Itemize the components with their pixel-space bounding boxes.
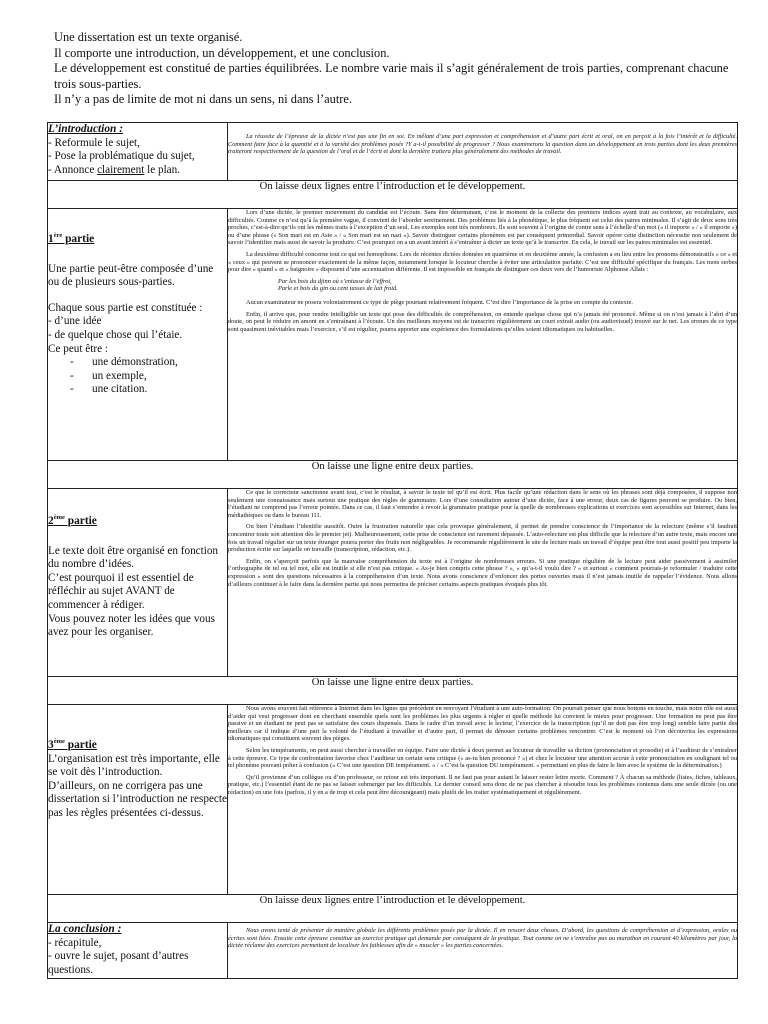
separator-text: On laisse une ligne entre deux parties. xyxy=(311,677,474,688)
part3-desc: L’organisation est très importante, elle se voit dès l’introduction. xyxy=(48,752,220,779)
part3-paragraph: Qu’il provienne d’un collègue ou d’un professeur, ce retour est très important. Il ne faut pas pour autant le laisser rester lettre morte. Comment ? À chacun sa méthode (listes, fiches, tableaux, pratique, etc.) l’essentiel étant de ne pas se laisser submerger par les difficultés. Le dernier conseil sera donc de ne pas chercher à résoudre tous les problèmes contenus dans une seule dictée (ou une rédaction) en une fois (parfois, il y en a de trop et cela peut être décourageant) mais plutôt de les traiter systématiquement et régulièrement. xyxy=(228,773,737,796)
part1-desc: - de quelque chose qui l’étaie. xyxy=(48,328,183,341)
part1-title-num: 1 xyxy=(48,233,54,245)
part1-desc: Une partie peut-être composée d’une ou de plusieurs sous-parties. xyxy=(48,262,214,289)
part1-title-rest: partie xyxy=(62,233,95,245)
part2-title-num: 2 xyxy=(48,515,54,527)
part2-paragraph: Ou bien l’étudiant l’identifie aussitôt. Outre la frustration naturelle que cela provoque généralement, il permet de prendre conscience de l’importance de la relecture (même s’il faudrait concentrer toute son attention dès le premier jet). Malheureusement, cette prise de conscience est rarement dépassée. L’auto-relecture est plus difficile que la relecture d’un autre texte, mais encore une fois un travail régulier sur un texte étranger pourra porter des fruits non négligeables. Je recommande régulièrement le site de lecture mais un travail d’équipe peut être tout aussi positif peu importe la production écrite sur laquelle on travaille (transcription, rédaction, etc.). xyxy=(228,523,737,554)
intro-text xyxy=(54,30,744,108)
part1-quote xyxy=(228,278,737,293)
part2-paragraph: Ce que le correcteur sanctionne avant tout, c’est le résultat, à savoir le texte tel qu’il est écrit. Plus facile qu’une rédaction dans le sens où les phrases sont déjà composées, il suppose non seulement une connaissance mais surtout une pratique des règles de grammaire. Lors d’une consultation autour d’une dictée, face à une erreur, deux cas de figures peuvent se produire. Ou bien, l’étudiant ne comprend pas l’erreur pointée. Dans ce cas, il faut s’entendre à revoir la grammaire pratique pour la quelle de nombreuses explications et exercices sont accessibles sur Internet, dans les médiathèques ou dans le bureau 111. xyxy=(228,489,737,519)
conclusion-instructions xyxy=(48,923,228,979)
separator-note xyxy=(48,677,738,705)
introduction-item: - Pose la problématique du sujet, xyxy=(48,150,195,163)
part1-row xyxy=(48,209,738,461)
part3-title-num: 3 xyxy=(48,739,54,751)
part3-example xyxy=(228,705,738,895)
part1-title xyxy=(48,233,227,247)
separator-note xyxy=(48,895,738,923)
part2-example xyxy=(228,489,738,677)
part2-paragraph: Enfin, on s’aperçoit parfois que la mauvaise compréhension du texte est à l’origine de nombreuses erreurs. Si une pratique régulière de la lecture peut aider passivement à assimiler l’orthographe de tel ou tel mot, elle est inutile si elle n’est pas critique. « As-je bien compris cette phrase ? », « qu’a-t-il voulu dire ? » et surtout « comment pourrais-je reformuler / traduire cette expression » sont des questions nécessaires à la compréhension d’un texte. Nous avons conscience d’enfoncer des portes ouvertes mais il n’est jamais inutile de rappeler l’évidence. Nous allons d’ailleurs continuer à le faire dans la dernière partie qui nous permettra de préciser certains aspects pratiques évoqués plus tôt. xyxy=(228,557,737,588)
part3-title xyxy=(48,739,227,753)
conclusion-example-text: Nous avons tenté de présenter de manière globale les différents problèmes posés par la dictée. Il en ressort deux choses. D’abord, les questions de compréhension et d’expression, orales ou écrites sont liées. Ensuite cette épreuve constitue un exercice pratique qui demande par conséquent de la pratique. Tout comme on ne s’entraîne pas au marathon en courant 40 kilomètres par jour, la dictée réclame des exercices permettant de localiser les faiblesses afin de « muscler » les parties concernées. xyxy=(228,927,737,949)
part3-title-rest: partie xyxy=(64,739,97,751)
introduction-item: - Reformule le sujet, xyxy=(48,136,140,149)
part2-row xyxy=(48,489,738,677)
part1-example xyxy=(228,209,738,461)
introduction-item xyxy=(48,164,227,178)
part3-title-sup: ème xyxy=(53,738,65,746)
part1-sub-item: - une démonstration, xyxy=(48,356,227,370)
part3-row xyxy=(48,705,738,895)
separator-text: On laisse une ligne entre deux parties. xyxy=(311,461,474,472)
plan-table xyxy=(47,122,738,979)
part1-desc: Ce peut être : xyxy=(48,342,108,355)
introduction-example xyxy=(228,123,738,181)
introduction-example-text: La réussite de l’épreuve de la dictée n’est pas une fin en soi. En mêlant d’une part expression et compréhension et d’autre part écrit et oral, on en perçoit à la fois l’intérêt et la difficulté. Comment faire face à la quantité et à la variété des problèmes posés ?Y a-t-il possibilité de progresser ? Nous examinerons la question dans un développement en trois parties dont les deux premières traiteront respectivement de la question de l’oral et de l’écrit et dont la dernière traitera plus généralement des méthodes de travail. xyxy=(228,133,737,155)
introduction-item-part: - Annonce xyxy=(48,163,98,176)
part2-title-sup: ème xyxy=(53,514,65,522)
intro-line-2: Il comporte une introduction, un développement, et une conclusion. xyxy=(54,45,390,60)
separator-row xyxy=(48,895,738,923)
conclusion-example xyxy=(228,923,738,979)
separator-row xyxy=(48,677,738,705)
separator-text: On laisse deux lignes entre l’introduction et le développement. xyxy=(259,895,526,906)
part2-title xyxy=(48,515,227,529)
introduction-instructions xyxy=(48,123,228,181)
conclusion-heading: La conclusion : xyxy=(48,923,122,935)
part2-desc: C’est pourquoi il est essentiel de réfléchir au sujet AVANT de commencer à rédiger. xyxy=(48,571,194,611)
intro-line-4: Il n’y a pas de limite de mot ni dans un sens, ni dans l’autre. xyxy=(54,92,352,107)
part1-quote-line: Parle et bois du gin ou cent tasses de lait froid. xyxy=(278,285,398,293)
part1-paragraph: La deuxième difficulté concerne tout ce qui est homophone. Lors de récentes dictées données en quatrième et en deuxième année, la confusion a eu lieu entre les pronoms démonstratifs « ce » et « ceux » qui peuvent se prononcer exactement de la même façon, notamment lorsque le locuteur cherche à éviter une articulation parfaite. C’est une difficulté spécifique du français. Les mots serbes pour dire « quand » et « baignoire » disposent d’une accentuation différente. Il est impossible en français de distinguer ces deux vers de l’humoriste Alphonse Allais : xyxy=(228,250,737,274)
part3-instructions xyxy=(48,705,228,895)
conclusion-row xyxy=(48,923,738,979)
part1-paragraph: Enfin, il arrive que, pour rendre intelligible un texte qui pose des difficultés de compréhension, on entende quelque chose qui n’a jamais été prononcé. Même si on n’est jamais à l’abri d’un doute, on peut le réduire en amont en s’entraînant à l’écoute. Un des meilleurs moyens est de transcrire régulièrement un court extrait audio (ou audiovisuel) trouvé sur le net. Les erreurs de ce type sont quasiment inévitables mais l’exercice, s’il est régulier, pourra apporter une expérience des formulations qu’elles soient idiomatiques ou habituelles. xyxy=(228,310,737,333)
conclusion-item: - récapitule, xyxy=(48,936,102,949)
separator-text: On laisse deux lignes entre l’introduction et le développement. xyxy=(259,181,526,192)
conclusion-item: - ouvre le sujet, posant d’autres questions. xyxy=(48,950,189,976)
part3-desc: D’ailleurs, on ne corrigera pas une dissertation si l’introduction ne respecte pas les règles présentées ci-dessus. xyxy=(48,779,227,819)
part1-title-sup: ère xyxy=(53,232,63,240)
part1-desc: Chaque sous partie est constituée : xyxy=(48,301,203,314)
part2-instructions xyxy=(48,489,228,677)
introduction-item-part: le plan. xyxy=(144,163,181,176)
introduction-row xyxy=(48,123,738,181)
part1-paragraph: Aucun examinateur ne posera volontairement ce type de piège pourtant relativement fréquent. C’est dire l’importance de la prise en compte du contexte. xyxy=(246,298,633,306)
part1-desc: - d’une idée xyxy=(48,315,102,328)
intro-line-3: Le développement est constitué de parties équilibrées. Le nombre varie mais il s’agit généralement de trois parties, comprenant chacune trois sous-parties. xyxy=(54,61,729,91)
part1-paragraph: Lors d’une dictée, le premier mouvement du candidat est l’écoute. Sans être déterminant, c’est le moment de la collecte des premiers indices ayant trait au contexte, au vocabulaire, aux difficultés. Comme ce n’est qu’à la première vague, il convient de l’aborder sereinement. Des problèmes liés à la phonétique, le plus fréquent est celui des paires minimales. Il s’agit de deux sons très proches, c’est-à-dire qu’ils ont les mêmes traits à l’exception d’un seul. Les exemples sont très nombreux. Ils sont souvent à l’origine de contre sens à l’échelle d’un mot (« il importe » / « il emporte ») ou d’une phrase (« Son mari est en Asie » / « Son mari est un nazi »). Savoir distinguer certains phonèmes est par conséquent primordial. Savoir opérer cette distinction nécessite non seulement de savoir l’identifier mais aussi de savoir la produire. C’est pourquoi on a un avant intérêt à s’entraîner à dicter un texte qu’à le transcrire. En cela, le travail sur les paires minimales est essentiel. xyxy=(228,209,737,247)
part3-paragraph: Selon les tempéraments, on peut aussi chercher à travailler en équipe. Faire une dictée à deux permet au locuteur de travailler sa diction (prononciation et prosodie) et à l’auditeur de s’entraîner à cette épreuve. Ce type de confrontation favorise chez l’auditeur un certain sens critique (« as-tu bien prononcé ? ») et chez le locuteur une attention accrue à cette prononciation en soulignant tel ou tel phonème pouvant prêter à confusion (« C’est une question DE tempérament. » / « C’est la question DU tempérament. » permettant en plus de faire le lien avec le système de la détermination.) xyxy=(228,746,737,770)
separator-note xyxy=(48,181,738,209)
part2-desc: Le texte doit être organisé en fonction du nombre d’idées. xyxy=(48,544,219,571)
part1-sub-item: - un exemple, xyxy=(48,370,227,384)
part3-paragraph: Nous avons souvent fait référence à Internet dans les lignes qui précèdent en renvoyant l’étudiant à une auto-formation. On pourrait penser que nous bottons en touche, mais notre rôle est aussi d’aider qui veut progresser dont en cherchant ensemble quels sont les problèmes les plus urgents à régler et quelle méthode lui convient le mieux pour progresser. Une formation ne peut pas être passive et un étudiant ne peut pas se satisfaire des cours dispensés. Dans le cadre d’un travail avec le lecteur, l’exercice de la transcription (qu’il ne doit pas être trop long) semble faire partie des meilleurs car il indique d’une part la volonté de l’étudiant à travailler et d’autre part, il permet de dénouer certains problèmes rencontrer. C’est le moment où l’on découvrira les expressions idiomatiques qui constituent souvent des pièges. xyxy=(228,705,737,743)
introduction-heading: L’introduction : xyxy=(48,123,124,135)
part1-sub-item: - une citation. xyxy=(48,383,227,397)
introduction-item-emphasis: clairement xyxy=(97,163,145,176)
part1-quote-line: Par les bois du djinn où s’entasse de l’effroi, xyxy=(278,277,392,285)
part2-title-rest: partie xyxy=(64,515,97,527)
separator-row xyxy=(48,181,738,209)
part1-instructions xyxy=(48,209,228,461)
separator-row xyxy=(48,461,738,489)
separator-note xyxy=(48,461,738,489)
part2-desc: Vous pouvez noter les idées que vous avez pour les organiser. xyxy=(48,612,215,639)
intro-line-1: Une dissertation est un texte organisé. xyxy=(54,30,243,44)
